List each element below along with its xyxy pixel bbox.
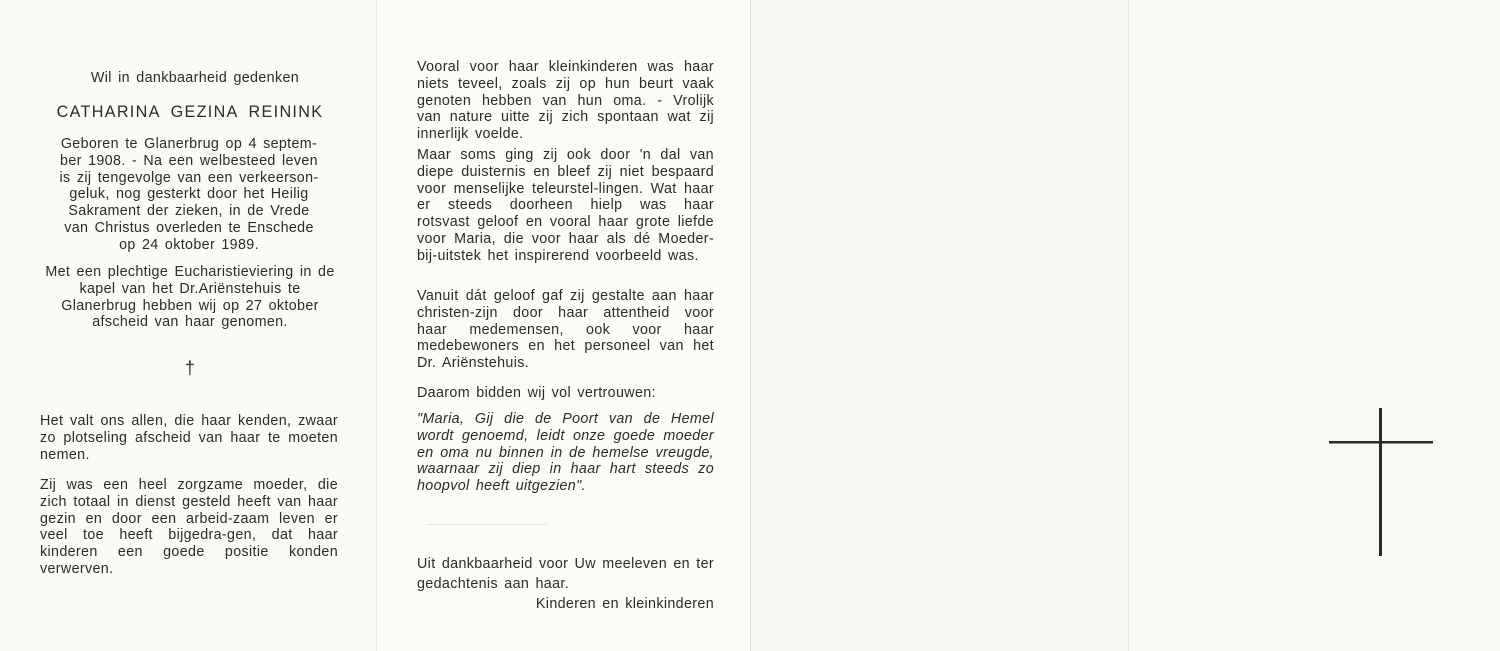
darkness-paragraph: Maar soms ging zij ook door 'n dal van diepe duisternis en bleef zij niet bespaard voor menselijke teleurstel-lingen. Wat haar er steeds doorheen hielp was haar rotsvast geloof en vooral haar grote liefde voor Maria, die voor haar als dé Moeder-bij-uitstek het inspirerend voorbeeld was. (417, 147, 714, 264)
latin-cross-icon (1329, 408, 1433, 556)
loss-paragraph: Het valt ons allen, die haar kenden, zwaar zo plotseling afscheid van haar te moeten nemen. (40, 413, 338, 463)
prayer-text: "Maria, Gij die de Poort van de Hemel wordt genoemd, leidt onze goede moeder en oma nu binnen in de hemelse vreugde, waarnaar zij diep in haar hart steeds zo hoopvol heeft uitgezien". (417, 411, 714, 495)
biography-line: Geboren te Glanerbrug op 4 septem- (60, 136, 318, 152)
grandchildren-paragraph: Vooral voor haar kleinkinderen was haar niets teveel, zoals zij op hun beurt vaak genoten hebben van hun oma. - Vrolijk van nature uitte zij zich spontaan wat zij innerlijk voelde. (417, 59, 714, 143)
faith-paragraph: Vanuit dát geloof gaf zij gestalte aan haar christen-zijn door haar attentheid voor haar medemensen, ook voor haar medebewoners en het personeel van het Dr. Ariënstehuis. (417, 288, 714, 372)
biography-line: op 24 oktober 1989. (119, 236, 259, 253)
biography-line: is zij tengevolge van een verkeerson- (59, 169, 319, 186)
deceased-name: CATHARINA GEZINA REININK (56, 103, 324, 121)
thanks-text: Uit dankbaarheid voor Uw meeleven en ter gedachtenis aan haar. (417, 556, 714, 592)
back-panel (750, 0, 1128, 651)
biography-line: geluk, nog gesterkt door het Heilig (69, 186, 309, 203)
prayer-intro: Daarom bidden wij vol vertrouwen: (417, 385, 656, 401)
mother-paragraph: Zij was een heel zorgzame moeder, die zich totaal in dienst gesteld heeft van haar gezin en door een arbeid-zaam leven er veel toe heeft bijgedra-gen, dat haar kinderen een goede positie konden verwerven. (40, 477, 338, 577)
biography-line: Sakrament der zieken, in de Vrede (68, 203, 310, 220)
biography (40, 136, 338, 254)
divider (427, 524, 547, 525)
signature: Kinderen en kleinkinderen (535, 596, 714, 612)
biography-line: van Christus overleden te Enschede (64, 219, 314, 236)
dagger-icon: † (184, 358, 196, 378)
intro-text: Wil in dankbaarheid gedenken (90, 70, 300, 86)
mass-paragraph: Met een plechtige Eucharistieviering in de kapel van het Dr.Ariënstehuis te Glanerbrug hebben wij op 27 oktober afscheid van haar genomen. (45, 264, 335, 331)
inner-left-panel (0, 0, 376, 651)
biography-line: ber 1908. - Na een welbesteed leven (60, 152, 318, 169)
inner-right-panel (376, 0, 750, 651)
cover-panel (1128, 0, 1500, 651)
